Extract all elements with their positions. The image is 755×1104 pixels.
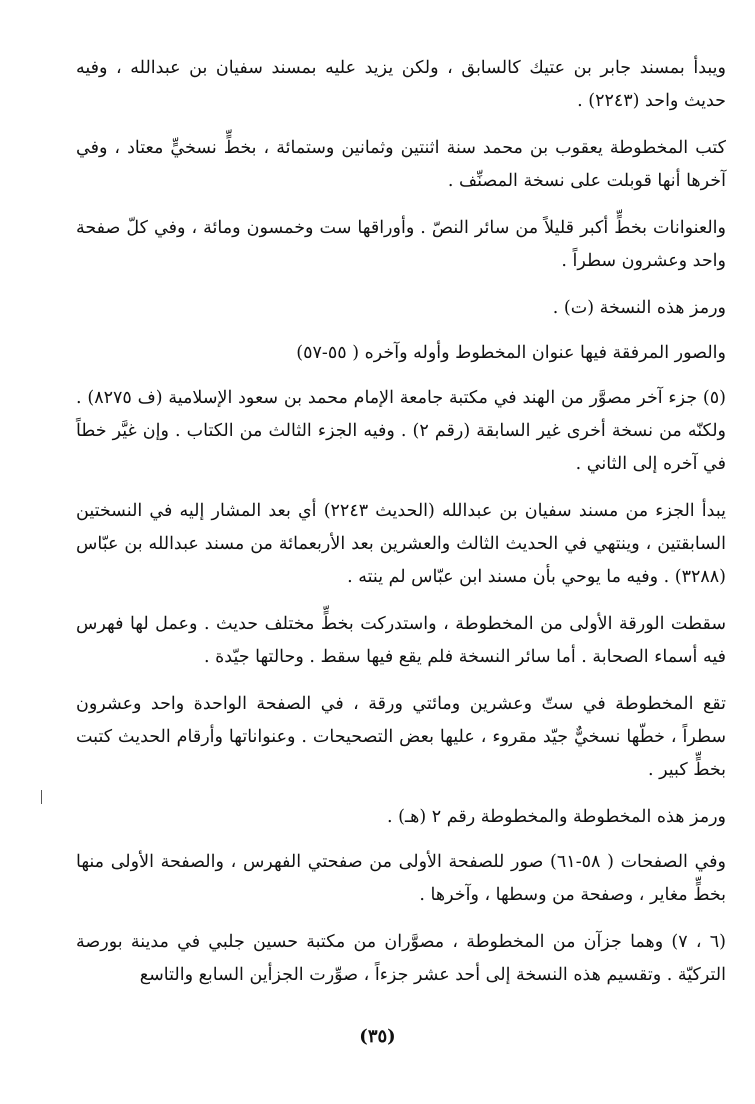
margin-mark-icon <box>40 790 43 804</box>
paragraph-1: ويبدأ بمسند جابر بن عتيك كالسابق ، ولكن يزيد عليه بمسند سفيان بن عبدالله ، وفيه حديث واحد (٢٢٤٣) . <box>76 58 726 111</box>
paragraph-2: كتب المخطوطة يعقوب بن محمد سنة اثنتين وثمانين وستمائة ، بخطٍّ نسخيٍّ معتاد ، وفي آخرها أنها قوبلت على نسخة المصنِّف . <box>76 138 726 191</box>
paragraph-6: (٥) جزء آخر مصوَّر من الهند في مكتبة جامعة الإمام محمد بن سعود الإسلامية (ف ٨٢٧٥) . ولكنّه من نسخة أخرى غير السابقة (رقم ٢) . وفيه الجزء الثالث من الكتاب . وإن غيَّر خطاً في آخره إلى الثاني . <box>76 388 726 474</box>
paragraph-10: ورمز هذه المخطوطة والمخطوطة رقم ٢ (هـ) . <box>387 807 726 827</box>
paragraph-3: والعنوانات بخطٍّ أكبر قليلاً من سائر النصّ . وأوراقها ست وخمسون ومائة ، وفي كلّ صفحة واحد وعشرون سطراً . <box>76 218 726 271</box>
paragraph-12: (٦ ، ٧) وهما جزآن من المخطوطة ، مصوَّران من مكتبة حسين جلبي في مدينة بورصة التركيّة . وتقسيم هذه النسخة إلى أحد عشر جزءاً ، صوِّرت الجزأين السابع والتاسع <box>76 932 726 985</box>
paragraph-4: ورمز هذه النسخة (ت) . <box>552 298 726 318</box>
document-page <box>76 52 726 1052</box>
paragraph-5: والصور المرفقة فيها عنوان المخطوط وأوله وآخره ( ٥٥-٥٧) <box>296 343 726 363</box>
paragraph-8: سقطت الورقة الأولى من المخطوطة ، واستدركت بخطٍّ مختلف حديث . وعمل لها فهرس فيه أسماء الصحابة . أما سائر النسخة فلم يقع فيها سقط . وحالتها جيّدة . <box>76 614 726 667</box>
paragraph-9: تقع المخطوطة في ستّ وعشرين ومائتي ورقة ، في الصفحة الواحدة واحد وعشرون سطراً ، خطّها نسخيٌّ جيّد مقروء ، عليها بعض التصحيحات . وعنواناتها وأرقام الحديث كتبت بخطٍّ كبير . <box>76 694 726 780</box>
paragraph-11: وفي الصفحات ( ٥٨-٦١) صور للصفحة الأولى من صفحتي الفهرس ، والصفحة الأولى منها بخطٍّ مغاير ، وصفحة من وسطها ، وآخرها . <box>76 852 726 905</box>
paragraph-7: يبدأ الجزء من مسند سفيان بن عبدالله (الحديث ٢٢٤٣) أي بعد المشار إليه في النسختين السابقتين ، وينتهي في الحديث الثالث والعشرين بعد الأربعمائة من مسند عبدالله بن عبّاس (٣٢٨٨) . وفيه ما يوحي بأن مسند ابن عبّاس لم ينته . <box>76 501 727 587</box>
page-number: (٣٥) <box>359 1026 396 1047</box>
